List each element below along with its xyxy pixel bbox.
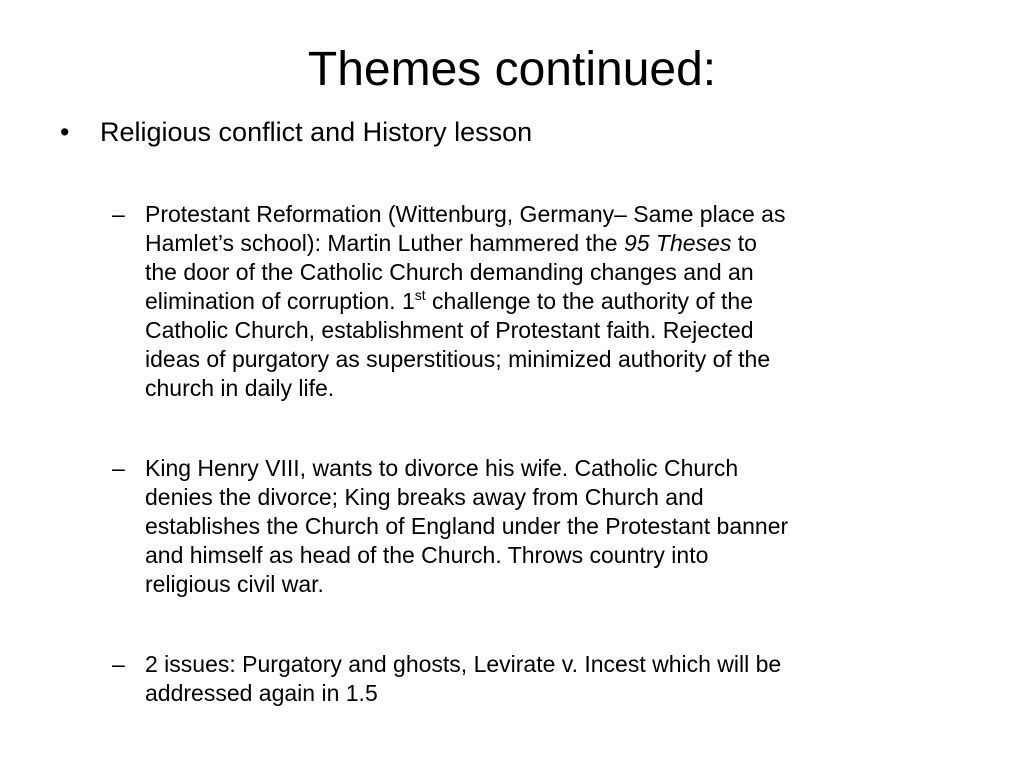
text-span: elimination of corruption. 1: [145, 288, 415, 314]
text-line: addressed again in 1.5: [145, 680, 378, 706]
text-line: religious civil war.: [145, 571, 324, 597]
text-span: to: [731, 230, 757, 256]
text-line: Catholic Church, establishment of Protestant faith. Rejected: [145, 317, 754, 343]
sub-item-text: [145, 454, 788, 599]
text-line: Protestant Reformation (Wittenburg, Germany– Same place as: [145, 201, 786, 227]
text-line: denies the divorce; King breaks away from Church and: [145, 484, 704, 510]
emphasis-text: 95 Theses: [623, 230, 732, 256]
text-line: King Henry VIII, wants to divorce his wife. Catholic Church: [145, 455, 739, 481]
text-line: [145, 287, 785, 316]
bullet-text: Religious conflict and History lesson: [100, 117, 533, 147]
slide-title: Themes continued:: [307, 43, 717, 96]
sub-item-text: [145, 200, 785, 403]
text-line: and himself as head of the Church. Throws country into: [145, 542, 709, 568]
sub-item-marker: –: [112, 651, 125, 677]
sub-item-text: [145, 650, 781, 708]
text-line: the door of the Catholic Church demanding changes and an: [145, 259, 754, 285]
text-line: establishes the Church of England under the Protestant banner: [145, 513, 789, 539]
text-line: ideas of purgatory as superstitious; minimized authority of the: [145, 346, 771, 372]
sub-item-marker: –: [112, 455, 125, 481]
text-line: [145, 229, 785, 258]
superscript: st: [414, 287, 426, 303]
text-line: church in daily life.: [145, 375, 335, 401]
bullet-marker: •: [60, 117, 70, 147]
text-span: challenge to the authority of the: [425, 288, 753, 314]
text-span: Hamlet’s school): Martin Luther hammered the: [145, 230, 624, 256]
sub-item-marker: –: [112, 201, 125, 227]
text-line: 2 issues: Purgatory and ghosts, Levirate v. Incest which will be: [145, 651, 782, 677]
